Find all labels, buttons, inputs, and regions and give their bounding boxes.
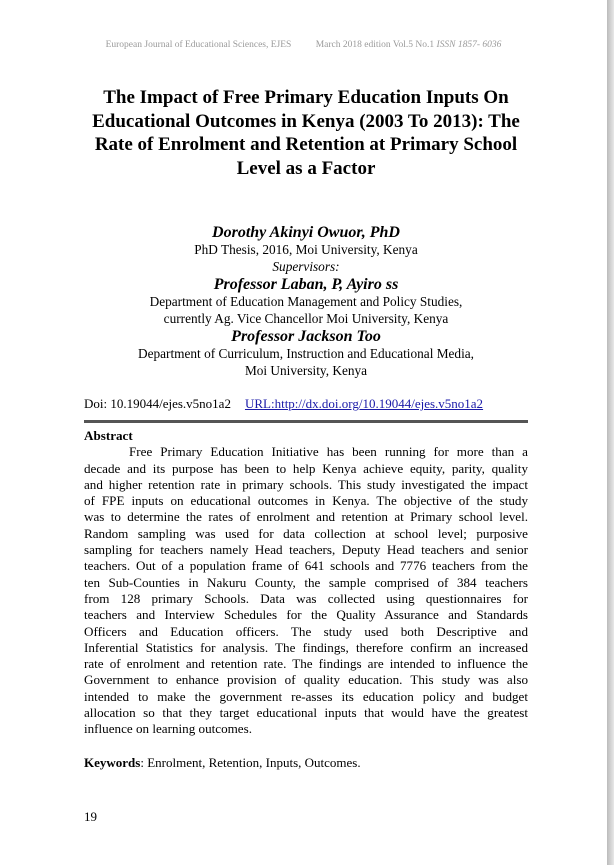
divider (84, 420, 528, 423)
supervisors-label: Supervisors: (272, 258, 340, 274)
abstract-line: and higher retention rate in primary schools. This study investigated the impact (84, 476, 528, 492)
abstract-line: teachers. Out of a population frame of 641 schools and 7776 teachers from the (84, 558, 528, 574)
paper-title (84, 86, 528, 180)
edition: March 2018 edition Vol.5 No.1 (315, 40, 435, 50)
page-edge (607, 0, 614, 865)
running-header (0, 40, 607, 50)
page-number: 19 (84, 809, 97, 824)
author-name: Dorothy Akinyi Owuor, PhD (212, 224, 400, 241)
journal-name: European Journal of Educational Sciences, EJES (105, 40, 292, 50)
abstract-line: ten Sub-Counties in Nakuru County, the sample comprised of 384 teachers (84, 574, 528, 590)
keywords-text: : Enrolment, Retention, Inputs, Outcomes. (140, 755, 361, 770)
abstract (84, 428, 528, 738)
abstract-line: Officers and Education officers. The study used both Descriptive and (84, 623, 528, 639)
abstract-heading: Abstract (84, 428, 133, 443)
title-line: Educational Outcomes in Kenya (2003 To 2013): The (92, 110, 520, 132)
title-line: Rate of Enrolment and Retention at Primary School (94, 134, 518, 155)
abstract-line: of FPE inputs on educational outcomes in Kenya. The objective of the study (84, 493, 528, 509)
abstract-line: intended to make the government re-asses its education policy and budget (84, 688, 528, 704)
title-line: The Impact of Free Primary Education Inputs On (103, 87, 509, 108)
author-block (84, 223, 528, 379)
abstract-line: Random sampling was used for data collection at school level; purposive (84, 525, 528, 541)
abstract-line: influence on learning outcomes. (84, 721, 252, 737)
abstract-line: sampling for teachers namely Head teachers, Deputy Head teachers and senior (84, 542, 528, 558)
supervisor-name: Professor Jackson Too (231, 328, 381, 345)
abstract-line: Inferential Statistics for analysis. The findings, therefore confirm an increased (84, 639, 528, 655)
author-affiliation: PhD Thesis, 2016, Moi University, Kenya (194, 242, 418, 257)
abstract-line: allocation so that they target educational inputs that would have the greatest (84, 705, 528, 721)
abstract-line: was to determine the rates of enrolment and retention at Primary school level. (84, 509, 528, 525)
abstract-line: decade and its purpose has been to help Kenya achieve equity, parity, quality (84, 460, 528, 476)
doi-line (84, 396, 483, 412)
keywords-label: Keywords (84, 755, 141, 770)
supervisor-affiliation: Department of Curriculum, Instruction and Educational Media, (137, 346, 475, 361)
supervisor-affiliation: Department of Education Management and Policy Studies, (149, 294, 463, 309)
doi-url-link[interactable]: URL:http://dx.doi.org/10.19044/ejes.v5no1a2 (244, 396, 484, 411)
supervisor-name: Professor Laban, P, Ayiro ss (213, 276, 399, 293)
abstract-line: from 128 primary Schools. Data was collected using questionnaires for (84, 590, 528, 606)
abstract-line: Free Primary Education Initiative has been running for more than a (129, 444, 528, 460)
supervisor-affiliation: currently Ag. Vice Chancellor Moi University, Kenya (163, 310, 449, 326)
keywords (84, 755, 361, 771)
abstract-line: Government to enhance provision of quality education. This study was also (84, 672, 528, 688)
supervisor-affiliation: Moi University, Kenya (244, 362, 368, 378)
abstract-line: teachers and Interview Schedules for the Quality Assurance and Standards (84, 607, 528, 623)
doi: Doi: 10.19044/ejes.v5no1a2 (84, 396, 231, 411)
issn: ISSN 1857- 6036 (436, 40, 502, 50)
abstract-line: rate of enrolment and retention rate. The findings are intended to influence the (84, 656, 528, 672)
title-line: Level as a Factor (236, 157, 376, 179)
